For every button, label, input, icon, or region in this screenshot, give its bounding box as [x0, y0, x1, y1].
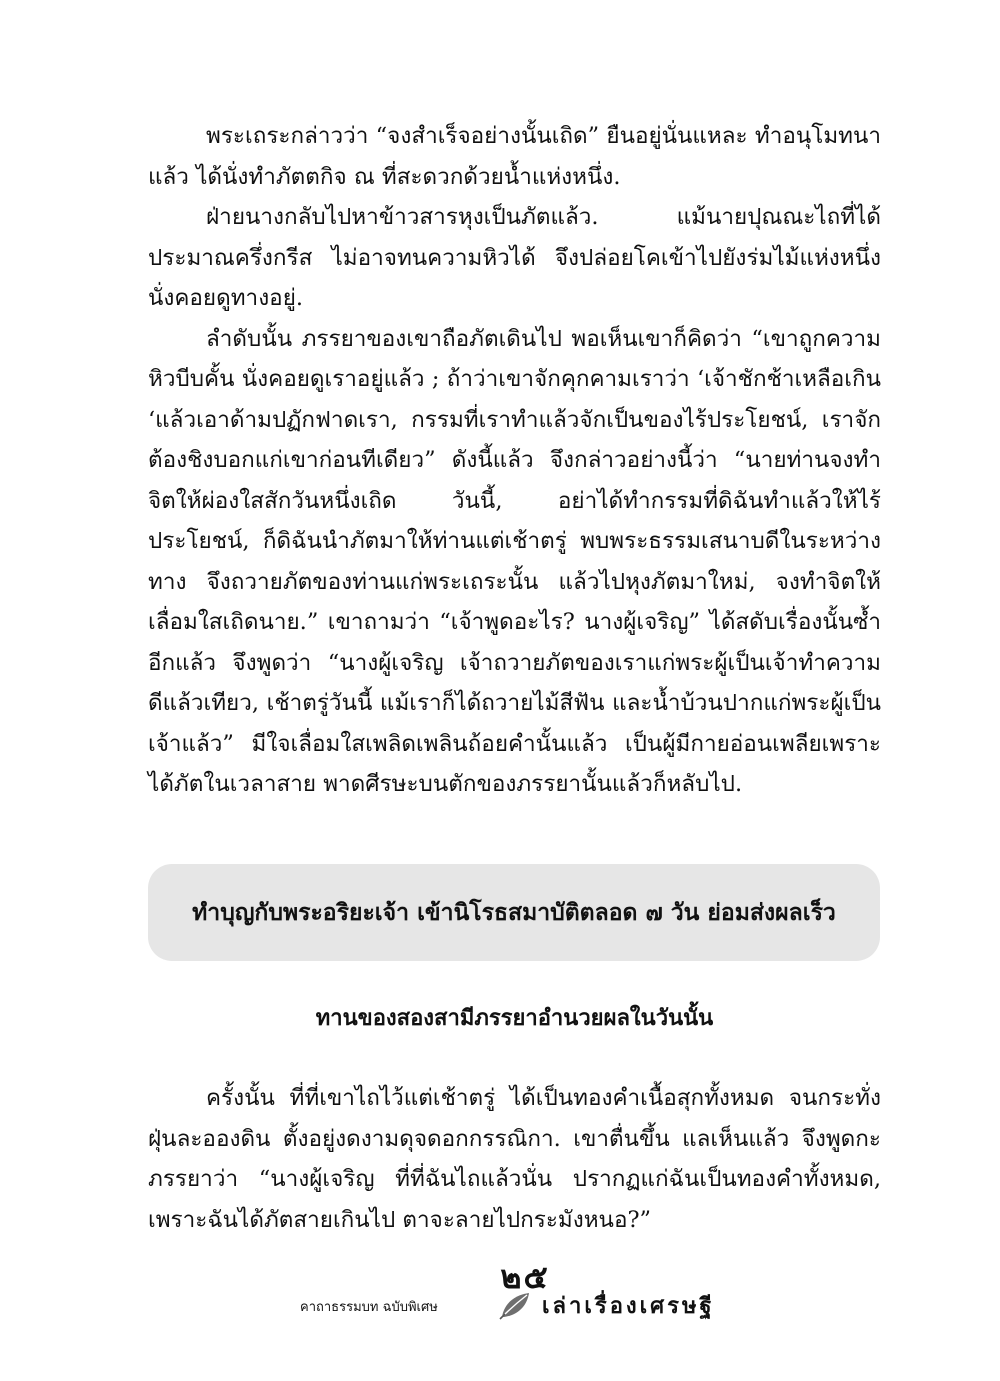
subheading: ทานของสองสามีภรรยาอำนวยผลในวันนั้น: [315, 1005, 714, 1031]
story-section-1: [148, 116, 881, 805]
paragraph-1: พระเถระกล่าวว่า “จงสำเร็จอย่างนั้นเถิด” ยืนอยู่นั่นแหละ ทำอนุโมทนาแล้ว ได้นั่งทำภัตตกิจ ณ ที่สะดวกด้วยน้ำแห่งหนึ่ง.: [148, 123, 881, 190]
paragraph-2: ฝ่ายนางกลับไปหาข้าวสารหุงเป็นภัตแล้ว. แม้นายปุณณะไถที่ได้ประมาณครึ่งกรีส ไม่อาจทนความหิวได้ จึงปล่อยโคเข้าไปยังร่มไม้แห่งหนึ่ง นั่งคอยดูทางอยู่.: [148, 204, 881, 311]
section-heading: ทำบุญกับพระอริยะเจ้า เข้านิโรธสมาบัติตลอด ๗ วัน ย่อมส่งผลเร็ว: [192, 898, 836, 926]
book-series-title: คาถาธรรมบท ฉบับพิเศษ: [300, 1300, 438, 1315]
paragraph-4: ครั้งนั้น ที่ที่เขาไถไว้แต่เช้าตรู่ ได้เป็นทองคำเนื้อสุกทั้งหมด จนกระทั่งฝุ่นละอองดิน ตั้งอยู่งดงามดุจดอกกรรณิกา. เขาตื่นขึ้น แลเห็นแล้ว จึงพูดกะภรรยาว่า “นางผู้เจริญ ที่ที่ฉันไถแล้วนั่น ปรากฏแก่ฉันเป็นทองคำทั้งหมด, เพราะฉันได้ภัตสายเกินไป ตาจะลายไปกระมังหนอ?”: [148, 1085, 881, 1233]
section-heading-box: [148, 864, 880, 961]
book-title: เล่าเรื่องเศรษฐี: [542, 1293, 715, 1319]
leaf-icon: [498, 1290, 532, 1320]
paragraph-3: ลำดับนั้น ภรรยาของเขาถือภัตเดินไป พอเห็นเขาก็คิดว่า “เขาถูกความหิวบีบคั้น นั่งคอยดูเราอยู่แล้ว ; ถ้าว่าเขาจักคุกคามเราว่า ‘เจ้าชักช้าเหลือเกิน ‘แล้วเอาด้ามปฏักฟาดเรา, กรรมที่เราทำแล้วจักเป็นของไร้ประโยชน์, เราจักต้องชิงบอกแก่เขาก่อนทีเดียว” ดังนี้แล้ว จึงกล่าวอย่างนี้ว่า “นายท่านจงทำจิตให้ผ่องใสสักวันหนึ่งเถิด วันนี้, อย่าได้ทำกรรมที่ดิฉันทำแล้วให้ไร้ประโยชน์, ก็ดิฉันนำภัตมาให้ท่านแต่เช้าตรู่ พบพระธรรมเสนาบดีในระหว่างทาง จึงถวายภัตของท่านแก่พระเถระนั้น แล้วไปหุงภัตมาใหม่, จงทำจิตให้เลื่อมใสเถิดนาย.” เขาถามว่า “เจ้าพูดอะไร? นางผู้เจริญ” ได้สดับเรื่องนั้นซ้ำอีกแล้ว จึงพูดว่า “นางผู้เจริญ เจ้าถวายภัตของเราแก่พระผู้เป็นเจ้าทำความดีแล้วเทียว, เช้าตรู่วันนี้ แม้เราก็ได้ถวายไม้สีฟัน และน้ำบ้วนปากแก่พระผู้เป็นเจ้าแล้ว” มีใจเลื่อมใสเพลิดเพลินถ้อยคำนั้นแล้ว เป็นผู้มีกายอ่อนเพลียเพราะได้ภัตในเวลาสาย พาดศีรษะบนตักของภรรยานั้นแล้วก็หลับไป.: [148, 325, 881, 797]
page-number: ๒๕: [500, 1258, 550, 1296]
page-footer: [0, 1252, 1000, 1332]
story-section-2: [148, 1078, 881, 1240]
